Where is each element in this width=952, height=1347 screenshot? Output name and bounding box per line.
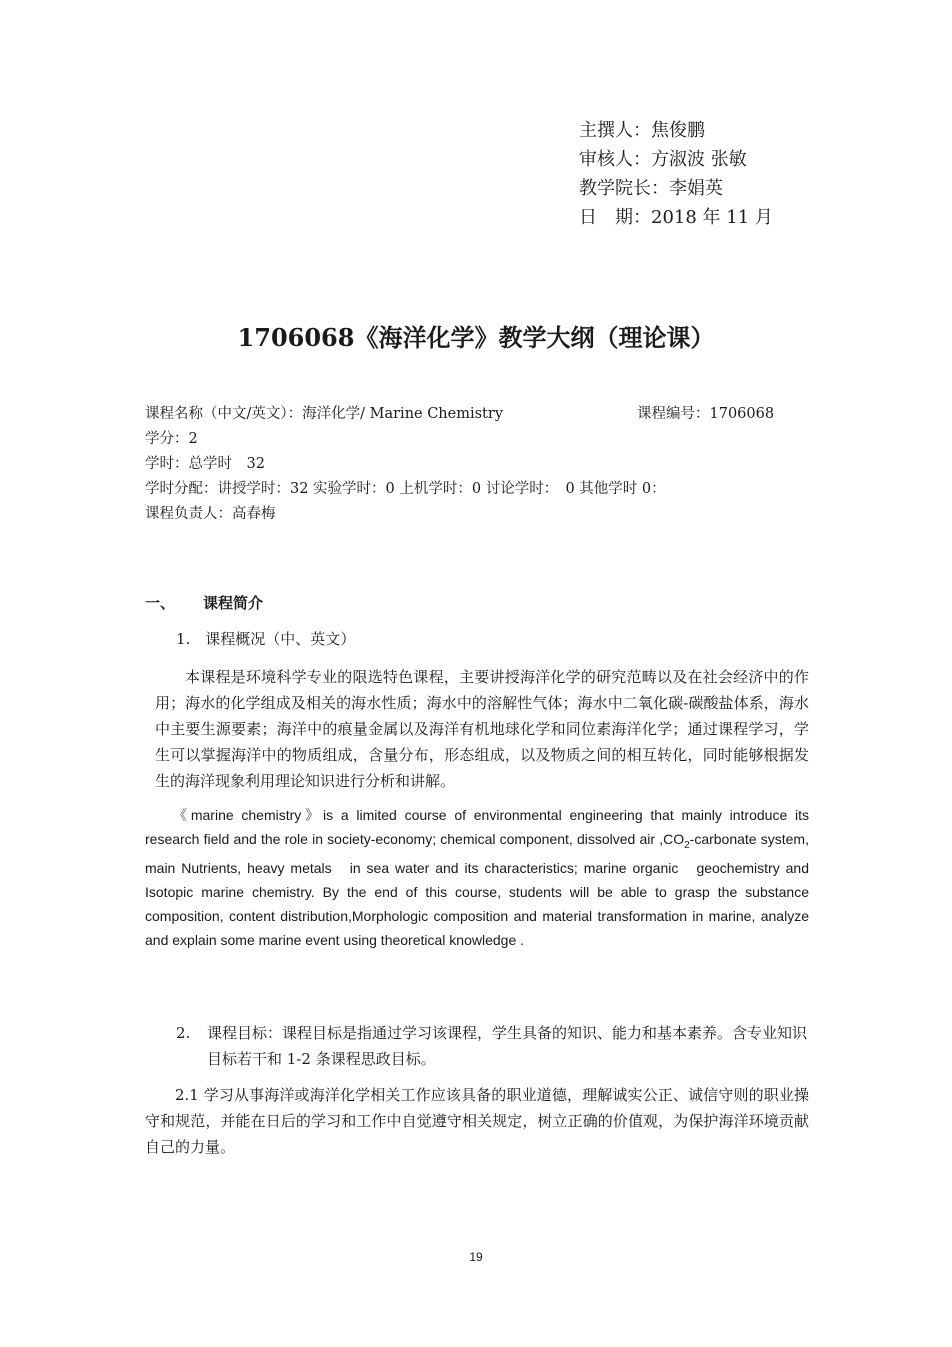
course-info [145,402,795,527]
section-heading [145,592,263,613]
reviewers-line: 审核人：方淑波 张敏 [579,149,747,170]
course-credits: 学分：2 [145,431,198,447]
course-name-row [145,402,795,427]
dean-line: 教学院长：李娟英 [579,178,723,199]
objectives-number: 2. [176,1024,191,1042]
subsection-objectives [176,1020,810,1072]
course-hours-split: 学时分配：讲授学时：32 实验学时：0 上机学时：0 讨论学时： 0 其他学时 0： [145,481,666,497]
course-code: 课程编号：1706068 [637,406,775,422]
english-text-part2: -carbonate system, main Nutrients, heavy metals in sea water and its characteristics; marine organic geochemistry and Isotopic marine chemistry. By the end of this course, students will be able to grasp the substance composition, content distribution,Morphologic composition and material transformation in marine, analyze and explain some marine event using theoretical knowledge . [145,830,809,948]
date-line: 日 期：2018 年 11 月 [579,207,773,228]
subsection-overview-heading: 1. 课程概况（中、英文） [176,630,356,648]
document-title: 1706068《海洋化学》教学大纲（理论课） [237,323,715,352]
page-number: 19 [469,1250,483,1264]
section-number: 一、 [145,594,176,612]
english-overview-paragraph [145,804,809,953]
course-name: 课程名称（中文/英文）：海洋化学/ Marine Chemistry [145,406,504,422]
co2-subscript: 2 [684,839,690,851]
author-line: 主撰人：焦俊鹏 [579,120,705,141]
objectives-text: 课程目标：课程目标是指通过学习该课程，学生具备的知识、能力和基本素养。含专业知识目标若干和 1-2 条课程思政目标。 [207,1024,808,1068]
english-text-part1: 《marine chemistry》is a limited course of environmental engineering that mainly introduce its research field and the role in society-economy; chemical component, dissolved air ,CO [145,807,809,847]
chinese-overview-paragraph: 本课程是环境科学专业的限选特色课程，主要讲授海洋化学的研究范畴以及在社会经济中的作用；海水的化学组成及相关的海水性质；海水中的溶解性气体；海水中二氧化碳-碳酸盐体系，海水中主要生源要素；海洋中的痕量金属以及海洋有机地球化学和同位素海洋化学；通过课程学习，学生可以掌握海洋中的物质组成，含量分布，形态组成，以及物质之间的相互转化，同时能够根据发生的海洋现象利用理论知识进行分析和讲解。 [155,668,809,790]
course-leader: 课程负责人：高春梅 [145,506,276,522]
course-hours: 学时：总学时 32 [145,456,265,472]
objective-2-1-paragraph: 2.1 学习从事海洋或海洋化学相关工作应该具备的职业道德，理解诚实公正、诚信守则的职业操守和规范，并能在日后的学习和工作中自觉遵守相关规定，树立正确的价值观，为保护海洋环境贡献自己的力量。 [145,1086,809,1156]
section-title: 课程简介 [203,594,264,612]
signatory-block [579,116,773,232]
